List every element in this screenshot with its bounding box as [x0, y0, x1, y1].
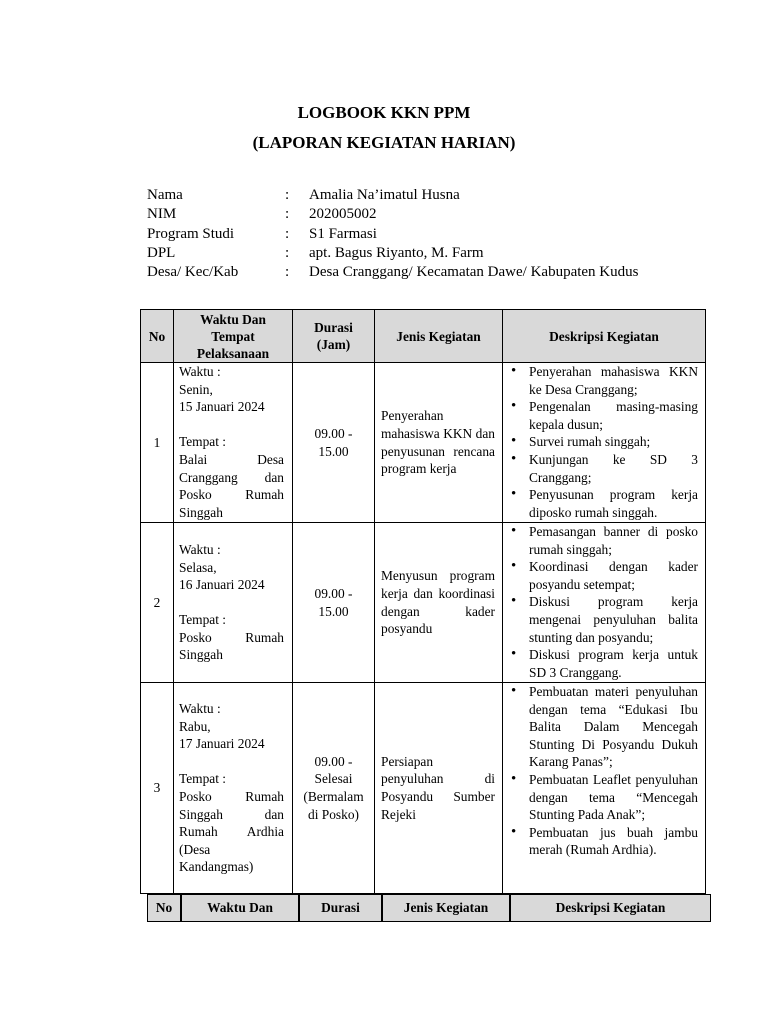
spacer — [179, 753, 284, 771]
durasi-line: di Posko) — [308, 806, 359, 822]
info-value: S1 Farmasi — [309, 225, 377, 242]
table-row — [141, 363, 706, 523]
cell-no: 2 — [141, 523, 174, 683]
list-item: • Penyerahan mahasiswa KKN ke Desa Cranggang; — [507, 363, 698, 398]
cell-deskripsi — [503, 683, 706, 894]
tempat-line: Posko Rumah — [179, 629, 284, 645]
header-jenis: Jenis Kegiatan — [375, 310, 503, 363]
tempat-line: Singgah dan — [179, 806, 284, 822]
waktu-hari: Selasa, — [179, 559, 217, 575]
list-item: • Pemasangan banner di posko rumah singgah; — [507, 523, 698, 558]
cell-durasi — [293, 523, 375, 683]
header-waktu-line: Waktu Dan — [200, 311, 266, 327]
cell-jenis: Penyerahan mahasiswa KKN dan penyusunan rencana program kerja — [375, 363, 503, 523]
deskripsi-list — [507, 683, 698, 859]
info-value: 202005002 — [309, 206, 377, 223]
logbook-table — [140, 309, 706, 894]
info-value: Desa Cranggang/ Kecamatan Dawe/ Kabupaten Kudus — [309, 264, 639, 281]
waktu-tanggal: 15 Januari 2024 — [179, 399, 265, 415]
tempat-line: Balai Desa — [179, 451, 284, 467]
info-value: Amalia Na’imatul Husna — [309, 187, 460, 203]
header-no: No — [147, 894, 181, 922]
cell-deskripsi — [503, 523, 706, 683]
header-waktu-line: Pelaksanaan — [196, 345, 270, 361]
info-label: Program Studi — [147, 225, 235, 242]
document-title: LOGBOOK KKN PPM — [297, 103, 471, 122]
cell-jenis: Menyusun program kerja dan koordinasi dengan kader posyandu — [375, 523, 503, 683]
info-label: DPL — [147, 244, 176, 261]
tempat-line: Posko Rumah — [179, 789, 284, 804]
tempat-label: Tempat : — [179, 771, 227, 787]
list-item: • Pembuatan jus buah jambu merah (Rumah Ardhia). — [507, 824, 698, 859]
tempat-line: (Desa — [179, 841, 211, 857]
table-header-row — [141, 310, 706, 363]
header-durasi-line: Durasi — [314, 320, 353, 335]
list-item: • Diskusi program kerja mengenai penyuluhan balita stunting dan posyandu; — [507, 593, 698, 646]
cell-durasi — [293, 683, 375, 894]
durasi-line: 15.00 — [318, 603, 349, 619]
tempat-line: Rumah Ardhia — [179, 824, 284, 840]
durasi-line: Selesai — [314, 771, 353, 787]
header-waktu — [174, 310, 293, 363]
list-item: • Penyusunan program kerja diposko rumah singgah. — [507, 486, 698, 521]
waktu-hari: Rabu, — [179, 718, 211, 734]
header-deskripsi: Deskripsi Kegiatan — [510, 894, 711, 922]
cell-waktu — [174, 523, 293, 683]
tempat-label: Tempat : — [179, 612, 227, 628]
waktu-tanggal: 17 Januari 2024 — [179, 736, 265, 752]
table-row — [141, 523, 706, 683]
tempat-line: Cranggang dan — [179, 469, 284, 485]
cell-durasi — [293, 363, 375, 523]
header-durasi-line: (Jam) — [316, 337, 351, 352]
durasi-line: 15.00 — [318, 443, 349, 459]
list-item: • Pengenalan masing-masing kepala dusun; — [507, 398, 698, 433]
durasi-line: (Bermalam — [303, 789, 364, 804]
info-label: NIM — [147, 206, 177, 223]
header-deskripsi: Deskripsi Kegiatan — [503, 310, 706, 363]
info-label: Nama — [147, 187, 183, 203]
info-label: Desa/ Kec/Kab — [147, 264, 239, 281]
waktu-tanggal: 16 Januari 2024 — [179, 577, 265, 593]
header-jenis: Jenis Kegiatan — [382, 894, 510, 922]
info-value: apt. Bagus Riyanto, M. Farm — [309, 244, 484, 261]
header-waktu-line: Tempat — [211, 328, 255, 344]
tempat-line: Posko Rumah — [179, 487, 284, 503]
header-waktu: Waktu Dan — [181, 894, 299, 922]
waktu-label: Waktu : — [179, 701, 221, 717]
document-subtitle: (LAPORAN KEGIATAN HARIAN) — [252, 133, 516, 152]
tempat-label: Tempat : — [179, 434, 227, 450]
info-colon: : — [285, 206, 290, 223]
info-colon: : — [285, 264, 290, 281]
cell-waktu — [174, 683, 293, 894]
cell-no: 1 — [141, 363, 174, 523]
tempat-line: Singgah — [179, 647, 223, 663]
waktu-hari: Senin, — [179, 381, 213, 397]
deskripsi-list — [507, 523, 698, 681]
cell-no: 3 — [141, 683, 174, 894]
table-header-row — [147, 894, 711, 922]
info-colon: : — [285, 225, 290, 242]
table-row — [141, 683, 706, 894]
list-item: • Survei rumah singgah; — [507, 433, 698, 451]
cell-deskripsi — [503, 363, 706, 523]
durasi-line: 09.00 - — [314, 425, 353, 441]
waktu-label: Waktu : — [179, 364, 221, 379]
next-page-table-header — [147, 894, 711, 922]
deskripsi-list — [507, 363, 698, 521]
cell-waktu — [174, 363, 293, 523]
list-item: • Koordinasi dengan kader posyandu setempat; — [507, 558, 698, 593]
durasi-line: 09.00 - — [314, 753, 353, 769]
tempat-line: Kandangmas) — [179, 859, 254, 875]
spacer — [179, 416, 284, 434]
durasi-line: 09.00 - — [314, 585, 353, 601]
cell-jenis: Persiapan penyuluhan di Posyandu Sumber Rejeki — [375, 683, 503, 894]
waktu-label: Waktu : — [179, 541, 221, 557]
info-colon: : — [285, 244, 290, 261]
spacer — [179, 594, 284, 612]
info-colon: : — [285, 187, 290, 203]
list-item: • Pembuatan materi penyuluhan dengan tema “Edukasi Ibu Balita Dalam Mencegah Stunting Di Posyandu Dukuh Karang Panas”; — [507, 683, 698, 771]
header-durasi — [293, 310, 375, 363]
header-no: No — [141, 310, 174, 363]
list-item: • Diskusi program kerja untuk SD 3 Cranggang. — [507, 646, 698, 681]
list-item: • Pembuatan Leaflet penyuluhan dengan tema “Mencegah Stunting Pada Anak”; — [507, 771, 698, 824]
tempat-line: Singgah — [179, 504, 223, 520]
header-durasi: Durasi — [299, 894, 382, 922]
list-item: • Kunjungan ke SD 3 Cranggang; — [507, 451, 698, 486]
